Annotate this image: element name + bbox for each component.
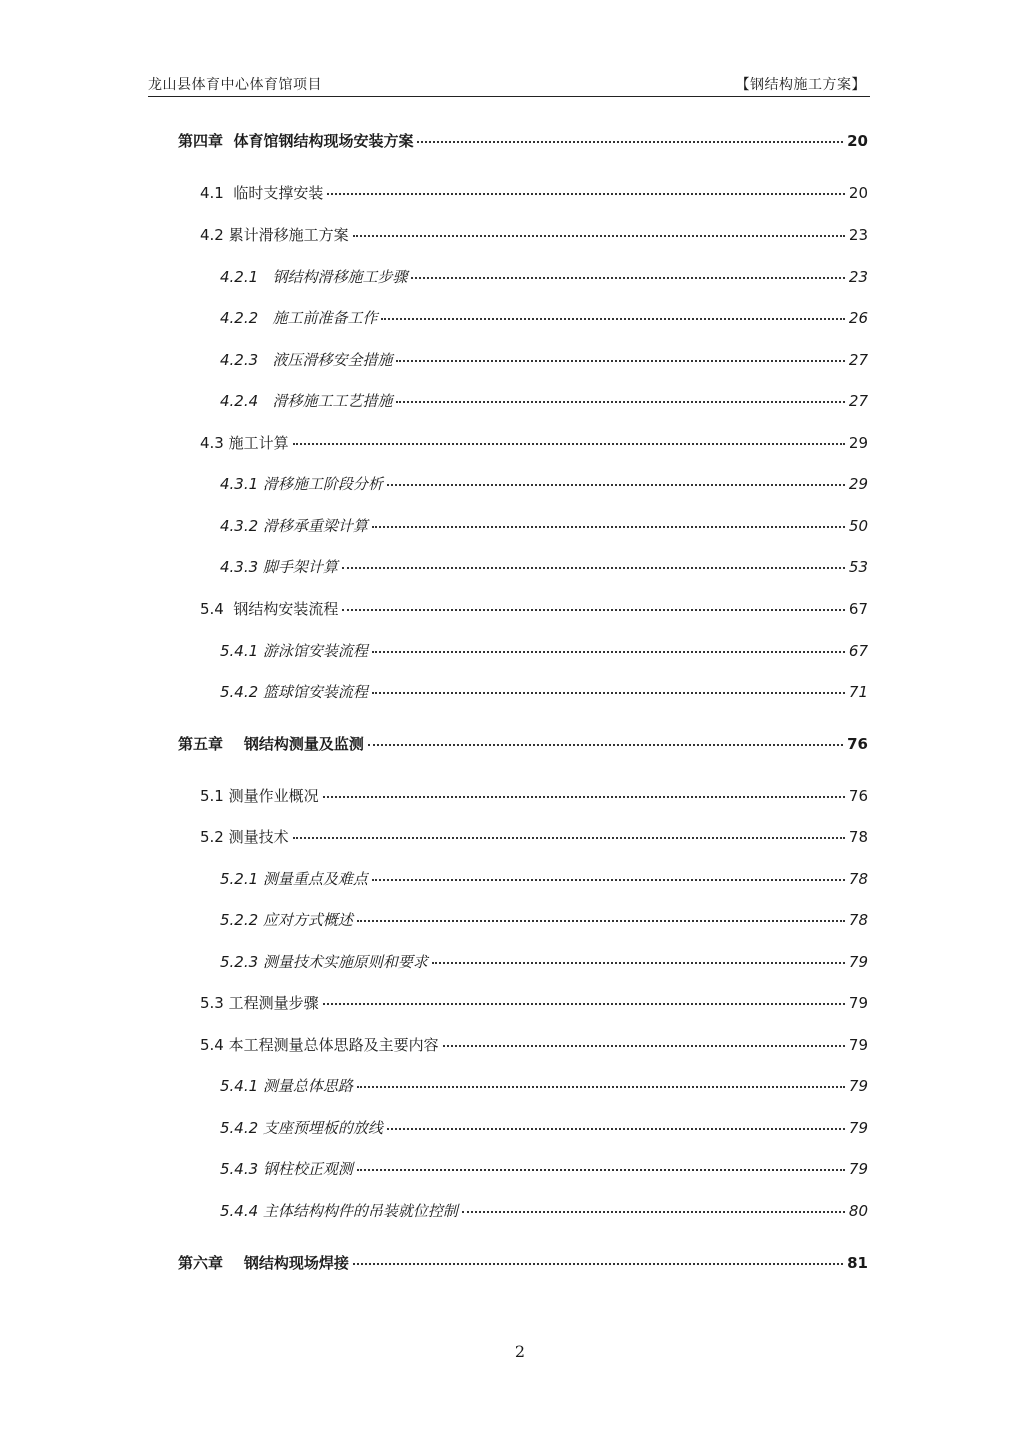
toc-entry-label: 4.3.3 脚手架计算 bbox=[220, 558, 338, 576]
toc-entry[interactable] bbox=[178, 130, 868, 152]
toc-entry-page: 80 bbox=[848, 1202, 868, 1220]
toc-entry-page: 27 bbox=[848, 351, 868, 369]
toc-entry[interactable] bbox=[220, 266, 868, 288]
toc-entry-label: 4.3 施工计算 bbox=[200, 434, 289, 452]
toc-entry[interactable] bbox=[178, 1252, 868, 1274]
toc-entry-label: 4.3.1 滑移施工阶段分析 bbox=[220, 475, 383, 493]
toc-entry[interactable] bbox=[220, 1158, 868, 1180]
toc-leader-dots bbox=[327, 192, 845, 195]
toc-entry-label: 4.1 临时支撑安装 bbox=[200, 184, 324, 202]
toc-entry[interactable] bbox=[220, 640, 868, 662]
toc-leader-dots bbox=[387, 1127, 845, 1130]
toc-entry[interactable] bbox=[200, 224, 868, 246]
toc-leader-dots bbox=[411, 276, 844, 279]
toc-entry-label: 5.4 本工程测量总体思路及主要内容 bbox=[200, 1036, 439, 1054]
toc-leader-dots bbox=[396, 359, 844, 362]
toc-entry[interactable] bbox=[220, 1117, 868, 1139]
toc-leader-dots bbox=[357, 919, 845, 922]
toc-entry[interactable] bbox=[200, 1034, 868, 1056]
toc-leader-dots bbox=[372, 691, 845, 694]
toc-entry-label: 5.2.2 应对方式概述 bbox=[220, 911, 353, 929]
toc-entry-page: 27 bbox=[848, 392, 868, 410]
toc-entry-label: 5.1 测量作业概况 bbox=[200, 787, 319, 805]
toc-entry-page: 78 bbox=[848, 870, 868, 888]
toc-entry-page: 53 bbox=[848, 558, 868, 576]
toc-entry[interactable] bbox=[200, 992, 868, 1014]
toc-entry[interactable] bbox=[220, 909, 868, 931]
toc-entry-page: 79 bbox=[848, 1160, 868, 1178]
toc-entry-label: 4.2 累计滑移施工方案 bbox=[200, 226, 349, 244]
toc-entry-label: 4.2.1 钢结构滑移施工步骤 bbox=[220, 268, 408, 286]
header-document-title: 【钢结构施工方案】 bbox=[735, 77, 866, 93]
toc-entry-page: 23 bbox=[848, 226, 868, 244]
toc-entry-label: 5.4.2 篮球馆安装流程 bbox=[220, 683, 368, 701]
toc-entry-page: 29 bbox=[848, 475, 868, 493]
toc-leader-dots bbox=[417, 140, 843, 143]
toc-leader-dots bbox=[396, 400, 844, 403]
toc-leader-dots bbox=[462, 1210, 845, 1213]
toc-leader-dots bbox=[443, 1044, 845, 1047]
toc-leader-dots bbox=[293, 836, 845, 839]
toc-entry-label: 5.4.1 游泳馆安装流程 bbox=[220, 642, 368, 660]
toc-leader-dots bbox=[353, 234, 845, 237]
toc-leader-dots bbox=[372, 650, 845, 653]
toc-leader-dots bbox=[372, 525, 845, 528]
toc-leader-dots bbox=[372, 878, 845, 881]
toc-entry-label: 5.4.4 主体结构构件的吊装就位控制 bbox=[220, 1202, 458, 1220]
toc-entry-page: 79 bbox=[848, 1119, 868, 1137]
toc-leader-dots bbox=[323, 795, 845, 798]
toc-entry-page: 81 bbox=[847, 1254, 868, 1272]
toc-entry-label: 第四章 体育馆钢结构现场安装方案 bbox=[178, 132, 414, 150]
toc-entry-page: 29 bbox=[848, 434, 868, 452]
toc-entry-page: 76 bbox=[848, 787, 868, 805]
toc-entry[interactable] bbox=[220, 868, 868, 890]
toc-leader-dots bbox=[293, 442, 845, 445]
toc-entry[interactable] bbox=[200, 598, 868, 620]
toc-entry-label: 5.4 钢结构安装流程 bbox=[200, 600, 339, 618]
toc-entry[interactable] bbox=[200, 182, 868, 204]
toc-entry-label: 5.2 测量技术 bbox=[200, 828, 289, 846]
toc-leader-dots bbox=[381, 317, 844, 320]
toc-leader-dots bbox=[368, 743, 843, 746]
toc-entry-label: 5.2.3 测量技术实施原则和要求 bbox=[220, 953, 428, 971]
toc-entry-label: 4.2.2 施工前准备工作 bbox=[220, 309, 378, 327]
toc-leader-dots bbox=[387, 483, 845, 486]
toc-entry-page: 23 bbox=[848, 268, 868, 286]
toc-entry-label: 5.3 工程测量步骤 bbox=[200, 994, 319, 1012]
toc-entry-label: 5.2.1 测量重点及难点 bbox=[220, 870, 368, 888]
toc-entry-label: 第六章 钢结构现场焊接 bbox=[178, 1254, 349, 1272]
toc-entry[interactable] bbox=[200, 432, 868, 454]
toc-entry-label: 5.4.1 测量总体思路 bbox=[220, 1077, 353, 1095]
header-project-title: 龙山县体育中心体育馆项目 bbox=[148, 77, 322, 93]
toc-entry-page: 78 bbox=[848, 828, 868, 846]
toc-entry[interactable] bbox=[220, 390, 868, 412]
toc-leader-dots bbox=[353, 1262, 843, 1265]
toc-entry[interactable] bbox=[200, 826, 868, 848]
page-number: 2 bbox=[514, 1342, 526, 1361]
toc-leader-dots bbox=[432, 961, 845, 964]
toc-entry-page: 20 bbox=[847, 132, 868, 150]
toc-leader-dots bbox=[357, 1168, 845, 1171]
toc-entry[interactable] bbox=[178, 733, 868, 755]
toc-entry[interactable] bbox=[220, 515, 868, 537]
toc-entry-page: 79 bbox=[848, 994, 868, 1012]
toc-entry-page: 26 bbox=[848, 309, 868, 327]
toc-leader-dots bbox=[357, 1085, 845, 1088]
toc-entry-label: 4.2.4 滑移施工工艺措施 bbox=[220, 392, 393, 410]
toc-entry-page: 71 bbox=[848, 683, 868, 701]
toc-entry-page: 78 bbox=[848, 911, 868, 929]
toc-entry-page: 20 bbox=[848, 184, 868, 202]
toc-entry-label: 第五章 钢结构测量及监测 bbox=[178, 735, 364, 753]
toc-entry[interactable] bbox=[220, 1200, 868, 1222]
toc-entry[interactable] bbox=[220, 349, 868, 371]
toc-entry-page: 76 bbox=[847, 735, 868, 753]
toc-entry-label: 4.3.2 滑移承重梁计算 bbox=[220, 517, 368, 535]
toc-entry[interactable] bbox=[220, 681, 868, 703]
toc-entry-label: 4.2.3 液压滑移安全措施 bbox=[220, 351, 393, 369]
toc-entry-page: 79 bbox=[848, 1036, 868, 1054]
toc-entry[interactable] bbox=[220, 307, 868, 329]
toc-leader-dots bbox=[323, 1002, 845, 1005]
toc-entry-page: 67 bbox=[848, 642, 868, 660]
toc-leader-dots bbox=[342, 566, 845, 569]
toc-leader-dots bbox=[342, 608, 845, 611]
toc-entry-label: 5.4.2 支座预埋板的放线 bbox=[220, 1119, 383, 1137]
toc-entry-page: 50 bbox=[848, 517, 868, 535]
toc-entry[interactable] bbox=[200, 785, 868, 807]
toc-entry[interactable] bbox=[220, 473, 868, 495]
toc-entry[interactable] bbox=[220, 951, 868, 973]
toc-entry[interactable] bbox=[220, 1075, 868, 1097]
toc-entry-page: 67 bbox=[848, 600, 868, 618]
toc-entry[interactable] bbox=[220, 556, 868, 578]
toc-entry-label: 5.4.3 钢柱校正观测 bbox=[220, 1160, 353, 1178]
toc-entry-page: 79 bbox=[848, 1077, 868, 1095]
toc-entry-page: 79 bbox=[848, 953, 868, 971]
